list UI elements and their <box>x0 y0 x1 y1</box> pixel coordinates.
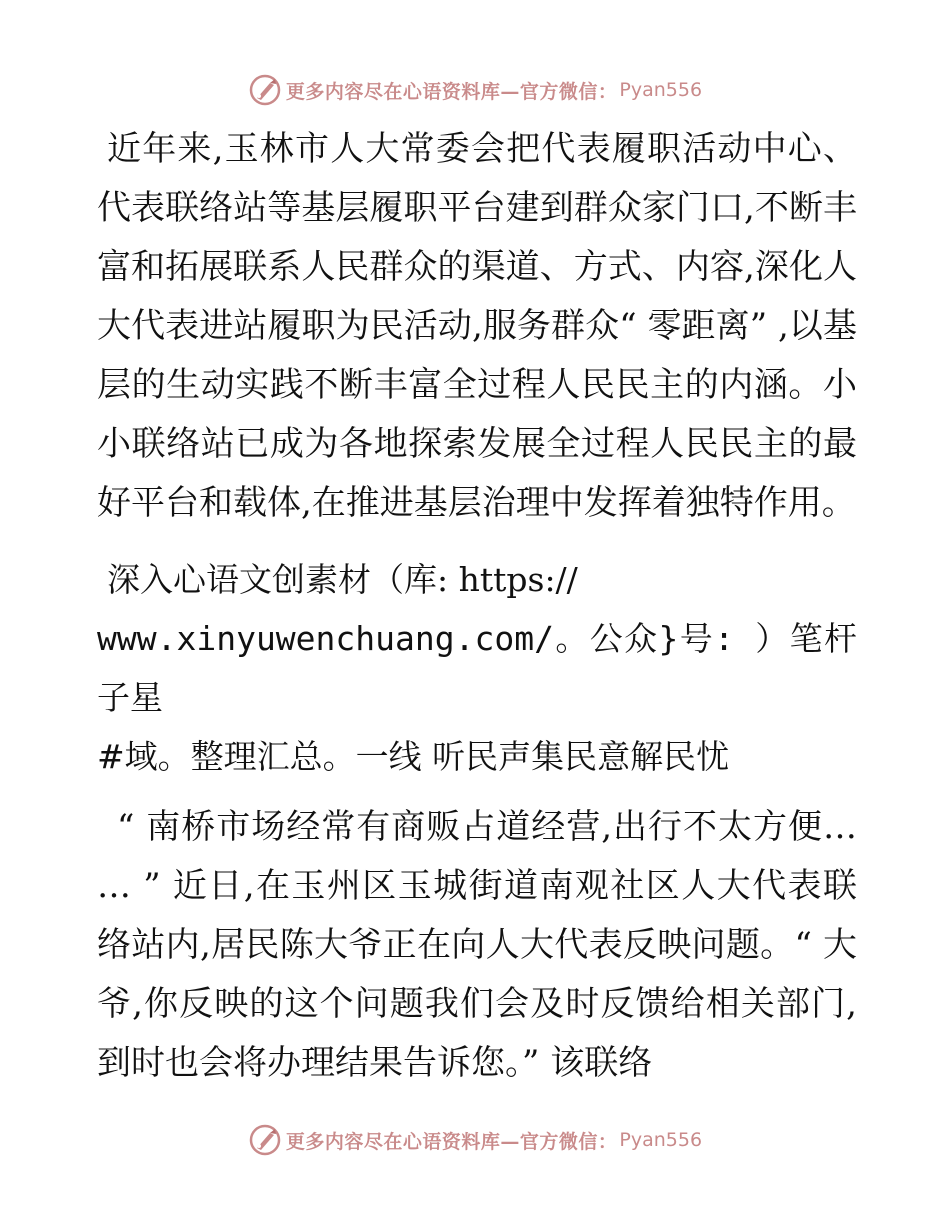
document-body <box>97 120 857 1093</box>
paragraph-1: 近年来,玉林市人大常委会把代表履职活动中心、代表联络站等基层履职平台建到群众家门口,不断丰富和拓展联系人民群众的渠道、方式、内容,深化人大代表进站履职为民活动,服务群众“ 零距离” ,以基层的生动实践不断丰富全过程人民民主的内涵。小小联络站已成为各地探索发展全过程人民民主的最好平台和载体,在推进基层治理中发挥着独特作用。 <box>97 129 857 523</box>
paragraph-2-line-2: www.xinyuwenchuang.com/。公众}号: ）笔杆子星 <box>97 619 857 717</box>
paragraph-3: “ 南桥市场经常有商贩占道经营,出行不太方便… … ” 近日,在玉州区玉城街道南观社区人大代表联络站内,居民陈大爷正在向人大代表反映问题。“ 大爷,你反映的这个问题我们会及时反馈给相关部门,到时也会将办理结果告诉您。” 该联络 <box>97 807 857 1083</box>
paragraph-2-line-1: 深入心语文创素材（库: https:// <box>107 560 578 599</box>
paragraph-2 <box>97 550 857 786</box>
paragraph-2-line-3: #域。整理汇总。一线 听民声集民意解民忧 <box>97 737 730 776</box>
header-watermark-banner <box>0 70 950 110</box>
footer-watermark-banner <box>0 1120 950 1160</box>
quill-pen-icon <box>248 73 282 107</box>
wechat-id: Pyan556 <box>619 79 703 101</box>
watermark-text: 更多内容尽在心语资料库—官方微信： <box>285 1130 618 1153</box>
wechat-id: Pyan556 <box>619 1129 703 1151</box>
quill-pen-icon <box>248 1123 282 1157</box>
watermark-text: 更多内容尽在心语资料库—官方微信： <box>285 80 618 103</box>
